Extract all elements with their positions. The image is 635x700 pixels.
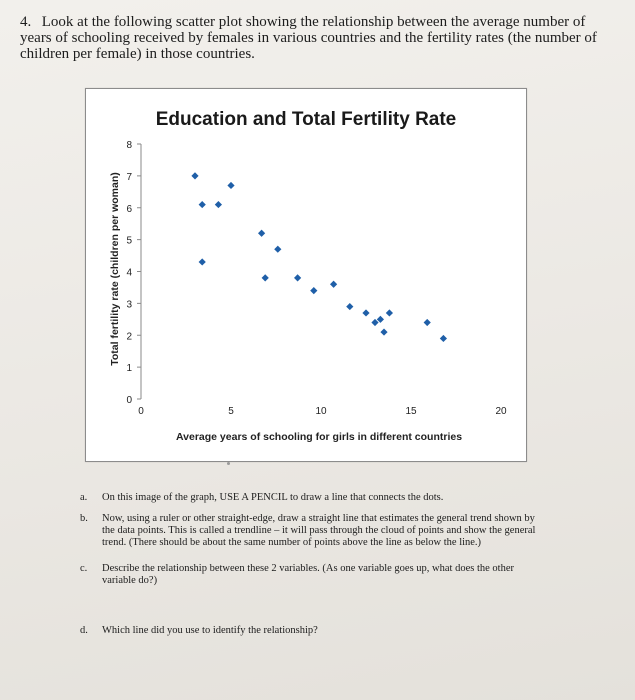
x-tick-label: 10 [315, 406, 327, 417]
x-tick-label: 20 [495, 406, 507, 417]
data-point [262, 274, 269, 281]
y-tick-label: 8 [126, 140, 132, 151]
subquestion-letter: b. [80, 513, 88, 524]
pencil-mark [227, 462, 230, 465]
x-tick-label: 5 [228, 406, 234, 417]
data-point [215, 201, 222, 208]
y-tick-label: 7 [126, 171, 132, 183]
y-tick-label: 4 [126, 267, 132, 279]
data-point [330, 281, 337, 288]
subquestion-letter: d. [80, 625, 88, 636]
data-point [440, 335, 447, 342]
subquestion-text: Describe the relationship between these 2 variables. (As one variable goes up, what does the other variable do?) [102, 563, 514, 586]
question-4 [20, 14, 600, 62]
subquestion-letter: a. [80, 492, 88, 503]
data-point [310, 287, 317, 294]
data-point [191, 172, 198, 179]
data-point [199, 201, 206, 208]
data-point [380, 328, 387, 335]
y-tick-label: 0 [126, 395, 132, 406]
data-point [274, 246, 281, 253]
y-tick-label: 2 [126, 331, 132, 343]
subquestion-list [80, 492, 550, 646]
scatter-chart [85, 88, 527, 462]
y-tick-label: 5 [126, 235, 132, 247]
data-point [362, 309, 369, 316]
data-point [346, 303, 353, 310]
subquestion-a [80, 492, 550, 504]
x-tick-label: 15 [405, 406, 417, 417]
data-point [258, 230, 265, 237]
y-tick-label: 6 [126, 203, 132, 215]
y-axis-label: Total fertility rate (children per woman) [109, 172, 121, 366]
x-tick-label: 0 [138, 406, 144, 417]
data-point [199, 258, 206, 265]
data-point [294, 274, 301, 281]
subquestion-text: Which line did you use to identify the relationship? [102, 625, 318, 636]
subquestion-letter: c. [80, 563, 88, 574]
question-text: Look at the following scatter plot showing the relationship between the average number of years of schooling received by females in various countries and the fertility rates (the number of children per female) in those countries. [20, 14, 597, 62]
chart-svg [86, 89, 526, 461]
data-point [227, 182, 234, 189]
question-number: 4. [20, 14, 32, 30]
subquestion-b [80, 513, 550, 549]
data-point [424, 319, 431, 326]
subquestion-text: On this image of the graph, USE A PENCIL to draw a line that connects the dots. [102, 492, 444, 503]
y-tick-label: 1 [126, 363, 132, 375]
subquestion-c [80, 563, 550, 587]
subquestion-text: Now, using a ruler or other straight-edge, draw a straight line that estimates the general trend shown by the data points. This is called a trendline – it will pass through the cloud of points and show the general trend. (There should be about the same number of points above the line as below the line.) [102, 513, 536, 548]
y-tick-label: 3 [126, 299, 132, 311]
chart-title: Education and Total Fertility Rate [155, 109, 457, 130]
subquestion-d [80, 625, 550, 637]
data-point [386, 309, 393, 316]
x-axis-label: Average years of schooling for girls in different countries [175, 431, 463, 443]
